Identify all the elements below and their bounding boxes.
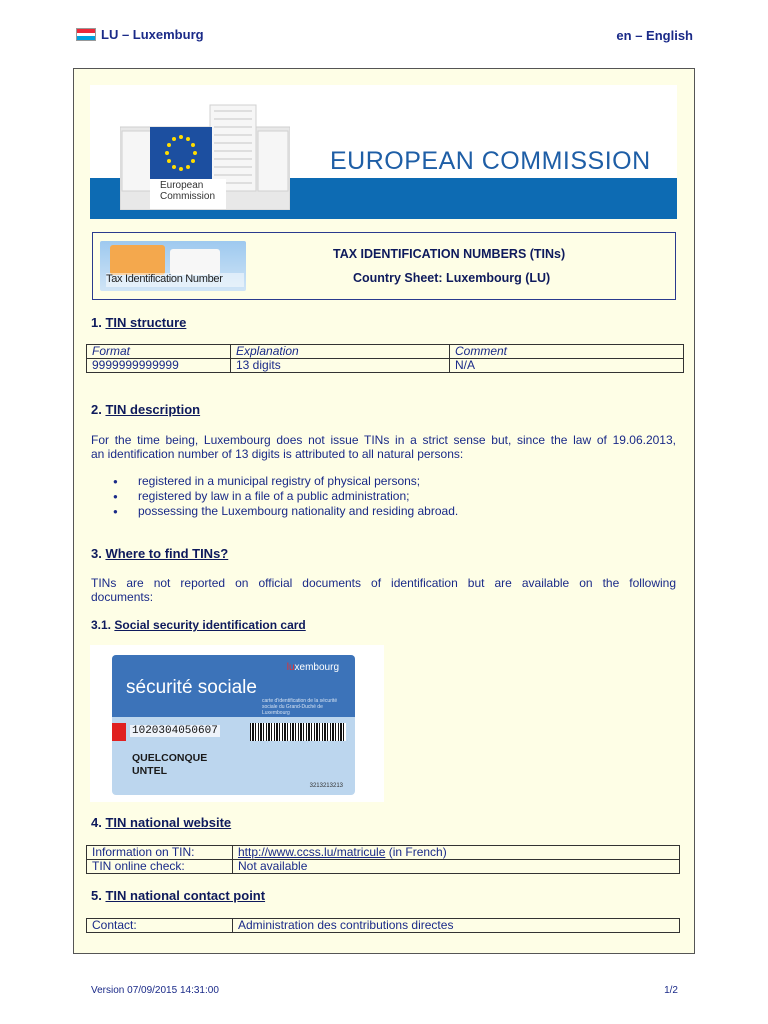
logo-line-1: European xyxy=(160,180,204,191)
card-fine-print: carte d'identification de la sécurité sociale du Grand-Duché de Luxembourg xyxy=(262,698,338,716)
section-number: 3. xyxy=(91,546,102,561)
tin-description-paragraph xyxy=(91,433,676,461)
section-title: TIN national website xyxy=(105,815,232,830)
table-cell xyxy=(233,846,680,860)
card-name-1: QUELCONQUE xyxy=(132,752,208,764)
section-3-1-heading xyxy=(91,618,306,632)
section-5-heading xyxy=(91,888,265,903)
contact-point-table xyxy=(86,918,680,933)
link-suffix: (in French) xyxy=(385,845,447,859)
tin-website-table xyxy=(86,845,680,874)
luxembourg-flag-icon xyxy=(76,28,96,41)
card-number: 1020304050607 xyxy=(132,725,218,737)
table-cell: 13 digits xyxy=(231,359,450,373)
language-selector[interactable]: en – English xyxy=(616,28,693,43)
table-row xyxy=(87,919,680,933)
ec-logo-text xyxy=(160,180,215,202)
section-1-heading xyxy=(91,315,186,330)
tin-title-box xyxy=(92,232,676,300)
table-header: Explanation xyxy=(231,345,450,359)
table-cell: TIN online check: xyxy=(87,860,233,874)
tin-card-label: Tax Identification Number xyxy=(106,273,244,287)
table-header-row xyxy=(87,345,684,359)
section-number: 4. xyxy=(91,815,102,830)
section-2-heading xyxy=(91,402,200,417)
card-brand xyxy=(287,662,339,673)
paragraph-line: For the time being, Luxembourg does not issue TINs in a strict sense but, since the law of 19.06.2013, xyxy=(91,433,676,447)
table-header: Comment xyxy=(450,345,684,359)
section-3-heading xyxy=(91,546,228,561)
country-label: LU – Luxemburg xyxy=(101,27,204,42)
where-to-find-paragraph xyxy=(91,576,676,604)
list-item: ● registered in a municipal registry of physical persons; xyxy=(91,474,458,489)
social-security-card-image xyxy=(90,645,384,802)
card-graphic-orange xyxy=(110,245,165,275)
card-graphic-white xyxy=(170,249,220,275)
table-row xyxy=(87,359,684,373)
card-red-square xyxy=(112,723,126,741)
card-heading: sécurité sociale xyxy=(126,677,257,698)
card-name-2: UNTEL xyxy=(132,765,167,777)
section-number: 5. xyxy=(91,888,102,903)
table-row xyxy=(87,860,680,874)
paragraph-line: TINs are not reported on official documents of identification but are available on the following xyxy=(91,576,676,590)
brand-prefix: lu xyxy=(286,662,295,673)
ec-banner xyxy=(90,85,677,219)
table-cell: Administration des contributions directes xyxy=(233,919,680,933)
section-title: Social security identification card xyxy=(114,618,306,632)
tin-description-list xyxy=(91,474,458,519)
section-title: Where to find TINs? xyxy=(105,546,229,561)
paragraph-line: documents: xyxy=(91,590,154,604)
section-title: TIN description xyxy=(105,402,201,417)
card-body xyxy=(112,655,355,795)
tin-structure-table xyxy=(86,344,684,373)
banner-title: EUROPEAN COMMISSION xyxy=(330,147,651,175)
tin-subtitle: Country Sheet: Luxembourg (LU) xyxy=(353,271,551,285)
version-footer: Version 07/09/2015 14:31:00 xyxy=(91,985,219,996)
tin-info-link[interactable]: http://www.ccss.lu/matricule xyxy=(238,845,386,859)
table-cell: N/A xyxy=(450,359,684,373)
section-title: TIN national contact point xyxy=(105,888,266,903)
table-cell: 9999999999999 xyxy=(87,359,231,373)
logo-line-2: Commission xyxy=(160,191,216,202)
table-cell: Information on TIN: xyxy=(87,846,233,860)
section-4-heading xyxy=(91,815,231,830)
tin-card-image xyxy=(100,241,246,291)
section-title: TIN structure xyxy=(105,315,187,330)
table-header: Format xyxy=(87,345,231,359)
list-item: ● registered by law in a file of a public administration; xyxy=(91,489,458,504)
barcode-icon xyxy=(250,723,346,741)
section-number: 3.1. xyxy=(91,618,112,632)
list-item: ● possessing the Luxembourg nationality and residing abroad. xyxy=(91,504,458,519)
paragraph-line: an identification number of 13 digits is attributed to all natural persons: xyxy=(91,447,464,461)
card-serial: 3213213213 xyxy=(309,783,343,789)
brand-suffix: xembourg xyxy=(294,662,339,673)
country-selector[interactable] xyxy=(76,27,204,42)
top-bar xyxy=(0,0,768,68)
page-number: 1/2 xyxy=(664,985,678,996)
table-cell: Not available xyxy=(233,860,680,874)
section-number: 1. xyxy=(91,315,102,330)
tin-title: TAX IDENTIFICATION NUMBERS (TINs) xyxy=(333,247,566,261)
section-number: 2. xyxy=(91,402,102,417)
table-cell: Contact: xyxy=(87,919,233,933)
table-row xyxy=(87,846,680,860)
